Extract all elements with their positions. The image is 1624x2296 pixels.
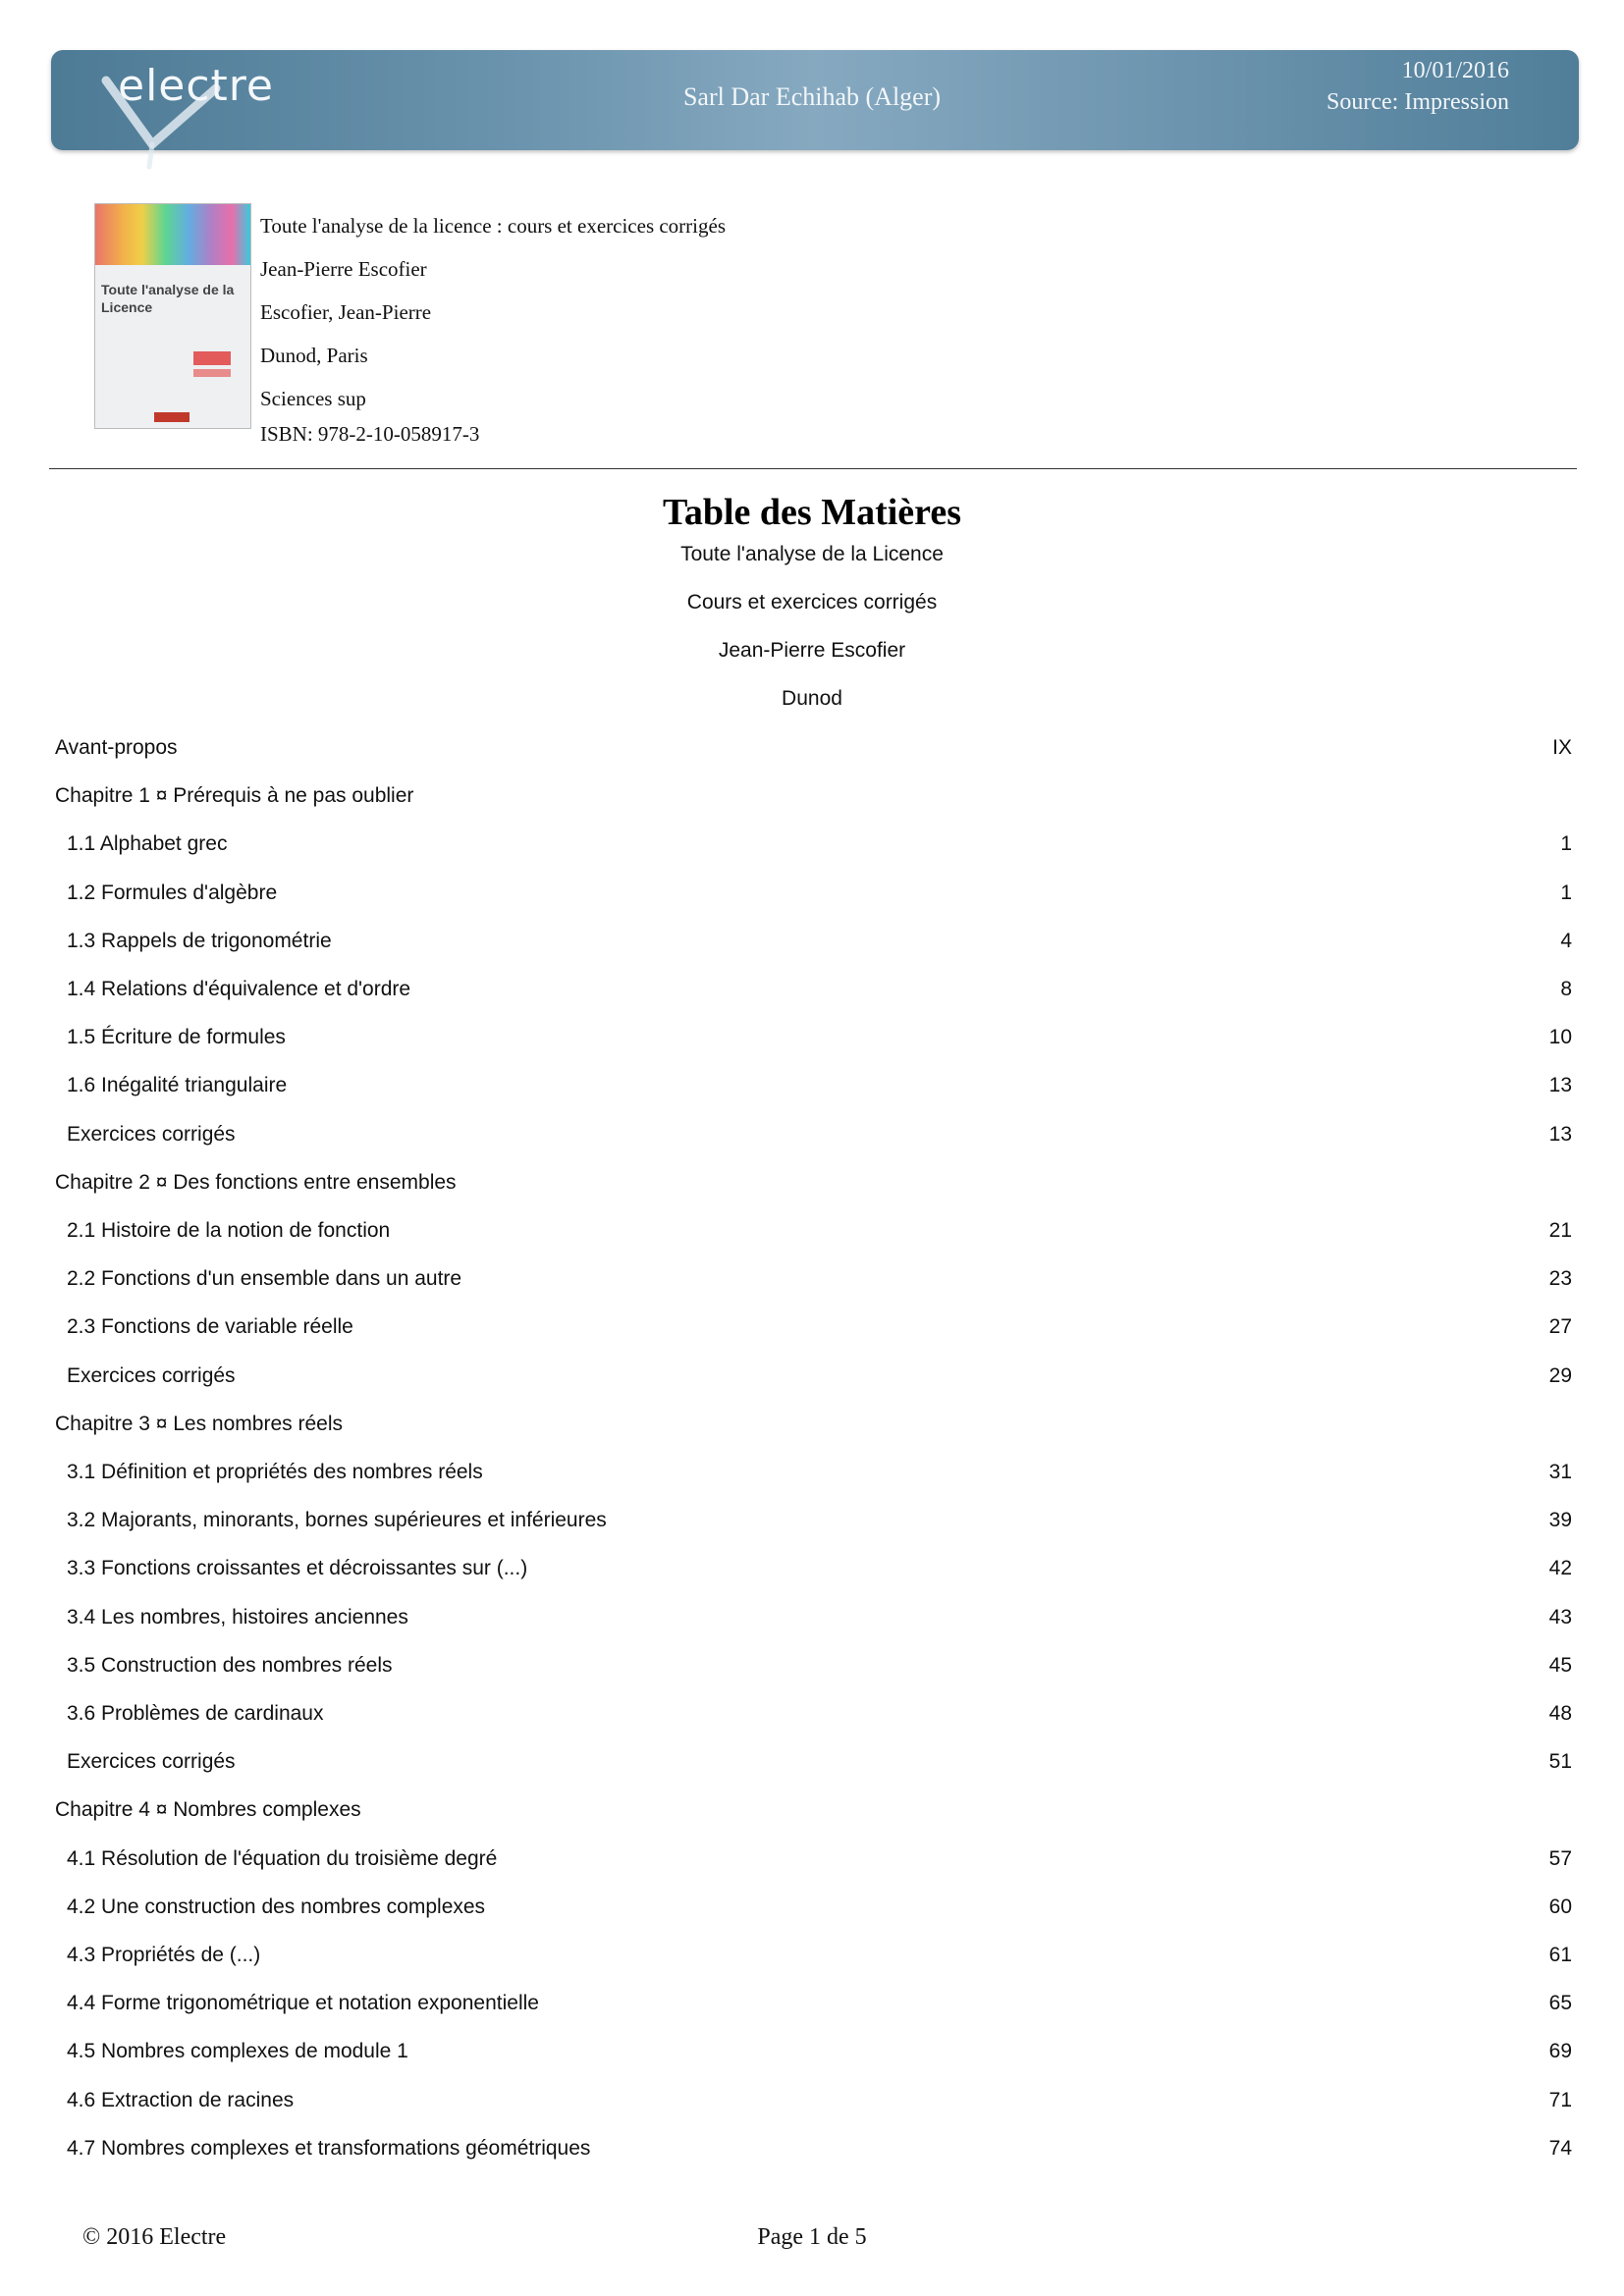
toc-chapter-row	[55, 1413, 1572, 1442]
toc-entry-label: Chapitre 4 ¤ Nombres complexes	[55, 1798, 361, 1821]
toc-entry-label: 3.2 Majorants, minorants, bornes supérieures et inférieures	[67, 1509, 607, 1531]
toc-entry-label: 3.1 Définition et propriétés des nombres réels	[67, 1461, 483, 1483]
toc-entry-label: 1.4 Relations d'équivalence et d'ordre	[67, 978, 411, 1000]
toc-entry-page: 45	[1548, 1654, 1572, 1677]
toc-entry-page: 13	[1548, 1123, 1572, 1146]
toc-entry-label: 2.2 Fonctions d'un ensemble dans un autre	[67, 1267, 462, 1290]
book-metadata	[260, 212, 726, 446]
toc-entry-page: 57	[1548, 1847, 1572, 1870]
toc-entry-label: 4.4 Forme trigonométrique et notation exponentielle	[67, 1992, 539, 2014]
header-source: Source: Impression	[1326, 89, 1509, 115]
toc-section-row	[55, 1461, 1572, 1490]
book-title: Toute l'analyse de la licence : cours et exercices corrigés	[260, 214, 726, 238]
footer-page-number: Page 1 de 5	[757, 2224, 867, 2250]
toc-section-row	[55, 881, 1572, 911]
toc-entry-label: 4.3 Propriétés de (...)	[67, 1944, 261, 1966]
toc-section-row	[55, 1074, 1572, 1103]
organization-name: Sarl Dar Echihab (Alger)	[682, 82, 942, 111]
toc-entry-label: Chapitre 1 ¤ Prérequis à ne pas oublier	[55, 784, 414, 807]
toc-entry-label: 3.3 Fonctions croissantes et décroissantes sur (...)	[67, 1557, 528, 1579]
toc-section-row	[55, 1654, 1572, 1683]
toc-entry-page: 29	[1548, 1364, 1572, 1387]
toc-section-row	[55, 978, 1572, 1007]
book-author: Jean-Pierre Escofier	[260, 257, 427, 281]
toc-entry-page: 61	[1548, 1944, 1572, 1966]
toc-entry-label: Exercices corrigés	[67, 1123, 236, 1146]
toc-section-row	[55, 1026, 1572, 1055]
toc-chapter-row	[55, 736, 1572, 766]
toc-entry-label: 4.2 Une construction des nombres complexes	[67, 1896, 486, 1918]
toc-entry-label: Exercices corrigés	[67, 1364, 236, 1387]
toc-entry-page: 10	[1548, 1026, 1572, 1048]
toc-section-row	[55, 1992, 1572, 2021]
toc-entry-label: 1.1 Alphabet grec	[67, 832, 228, 855]
toc-entry-page: 74	[1548, 2137, 1572, 2160]
toc-entry-label: 3.5 Construction des nombres réels	[67, 1654, 393, 1677]
toc-section-row	[55, 1509, 1572, 1538]
toc-entry-page: 60	[1548, 1896, 1572, 1918]
toc-section-row	[55, 1557, 1572, 1586]
toc-section-row	[55, 1896, 1572, 1925]
book-series: Sciences sup	[260, 387, 366, 410]
toc-chapter-row	[55, 1171, 1572, 1201]
toc-entry-page: 1	[1560, 881, 1572, 904]
toc-section-row	[55, 1123, 1572, 1152]
cover-title: Toute l'analyse de la Licence	[101, 282, 235, 315]
toc-chapter-row	[55, 1798, 1572, 1828]
toc-entry-page: 1	[1560, 832, 1572, 855]
toc-entry-page: 51	[1548, 1750, 1572, 1773]
toc-section-row	[55, 832, 1572, 862]
toc-entry-label: 2.3 Fonctions de variable réelle	[67, 1315, 353, 1338]
header-info	[1326, 55, 1509, 118]
toc-entry-page: 23	[1548, 1267, 1572, 1290]
cover-color-band	[95, 204, 250, 265]
toc-chapter-row	[55, 784, 1572, 814]
toc-entry-page: 42	[1548, 1557, 1572, 1579]
toc-entry-label: 3.4 Les nombres, histoires anciennes	[67, 1606, 408, 1629]
toc-entry-page: 21	[1548, 1219, 1572, 1242]
header-date: 10/01/2016	[1401, 58, 1509, 83]
toc-subtitle: Cours et exercices corrigés	[686, 591, 938, 614]
toc-entry-label: 4.1 Résolution de l'équation du troisième degré	[67, 1847, 498, 1870]
toc-entry-label: Chapitre 2 ¤ Des fonctions entre ensembles	[55, 1171, 457, 1194]
toc-entry-label: Avant-propos	[55, 736, 178, 759]
toc-title: Table des Matières	[663, 492, 961, 533]
toc-entry-page: IX	[1552, 736, 1572, 759]
toc-entry-label: 1.2 Formules d'algèbre	[67, 881, 278, 904]
toc-entry-page: 65	[1548, 1992, 1572, 2014]
book-isbn: ISBN: 978-2-10-058917-3	[260, 422, 480, 446]
toc-subtitle: Jean-Pierre Escofier	[718, 639, 906, 662]
toc-entry-label: 3.6 Problèmes de cardinaux	[67, 1702, 324, 1725]
toc-section-row	[55, 1219, 1572, 1249]
toc-entry-label: 4.6 Extraction de racines	[67, 2089, 295, 2111]
toc-section-row	[55, 2040, 1572, 2069]
toc-subtitle: Toute l'analyse de la Licence	[680, 543, 944, 565]
toc-subtitle: Dunod	[782, 687, 842, 710]
toc-section-row	[55, 1606, 1572, 1635]
book-publisher: Dunod, Paris	[260, 344, 368, 367]
cover-badge-2	[193, 369, 231, 377]
toc-section-row	[55, 1944, 1572, 1973]
toc-entry-page: 31	[1548, 1461, 1572, 1483]
toc-entry-page: 8	[1560, 978, 1572, 1000]
toc-section-row	[55, 2137, 1572, 2166]
toc-entry-label: Chapitre 3 ¤ Les nombres réels	[55, 1413, 343, 1435]
toc-section-row	[55, 2089, 1572, 2118]
electre-logo	[98, 51, 275, 179]
toc-entry-page: 4	[1560, 930, 1572, 952]
cover-badge	[193, 351, 231, 365]
logo-text: electre	[118, 61, 275, 111]
toc-entry-label: 1.5 Écriture de formules	[67, 1026, 286, 1048]
toc-entry-label: 4.5 Nombres complexes de module 1	[67, 2040, 408, 2062]
toc-entry-page: 69	[1548, 2040, 1572, 2062]
toc-section-row	[55, 1364, 1572, 1394]
toc-section-row	[55, 1702, 1572, 1732]
toc-entry-page: 43	[1548, 1606, 1572, 1629]
toc-entry-page: 27	[1548, 1315, 1572, 1338]
cover-publisher-logo	[154, 412, 189, 422]
toc-section-row	[55, 1847, 1572, 1877]
toc-entry-page: 71	[1548, 2089, 1572, 2111]
toc-entry-label: Exercices corrigés	[67, 1750, 236, 1773]
toc-entry-label: 1.6 Inégalité triangulaire	[67, 1074, 288, 1096]
toc-section-row	[55, 1315, 1572, 1345]
toc-entry-page: 13	[1548, 1074, 1572, 1096]
toc-entry-label: 2.1 Histoire de la notion de fonction	[67, 1219, 391, 1242]
toc-section-row	[55, 930, 1572, 959]
divider	[49, 468, 1577, 469]
book-cover	[94, 203, 251, 429]
book-author-sorted: Escofier, Jean-Pierre	[260, 300, 432, 324]
toc-entry-label: 1.3 Rappels de trigonométrie	[67, 930, 332, 952]
toc-section-row	[55, 1267, 1572, 1297]
toc-section-row	[55, 1750, 1572, 1780]
toc-entry-label: 4.7 Nombres complexes et transformations géométriques	[67, 2137, 591, 2160]
footer-copyright: © 2016 Electre	[82, 2224, 227, 2250]
toc-entry-page: 39	[1548, 1509, 1572, 1531]
toc-entry-page: 48	[1548, 1702, 1572, 1725]
